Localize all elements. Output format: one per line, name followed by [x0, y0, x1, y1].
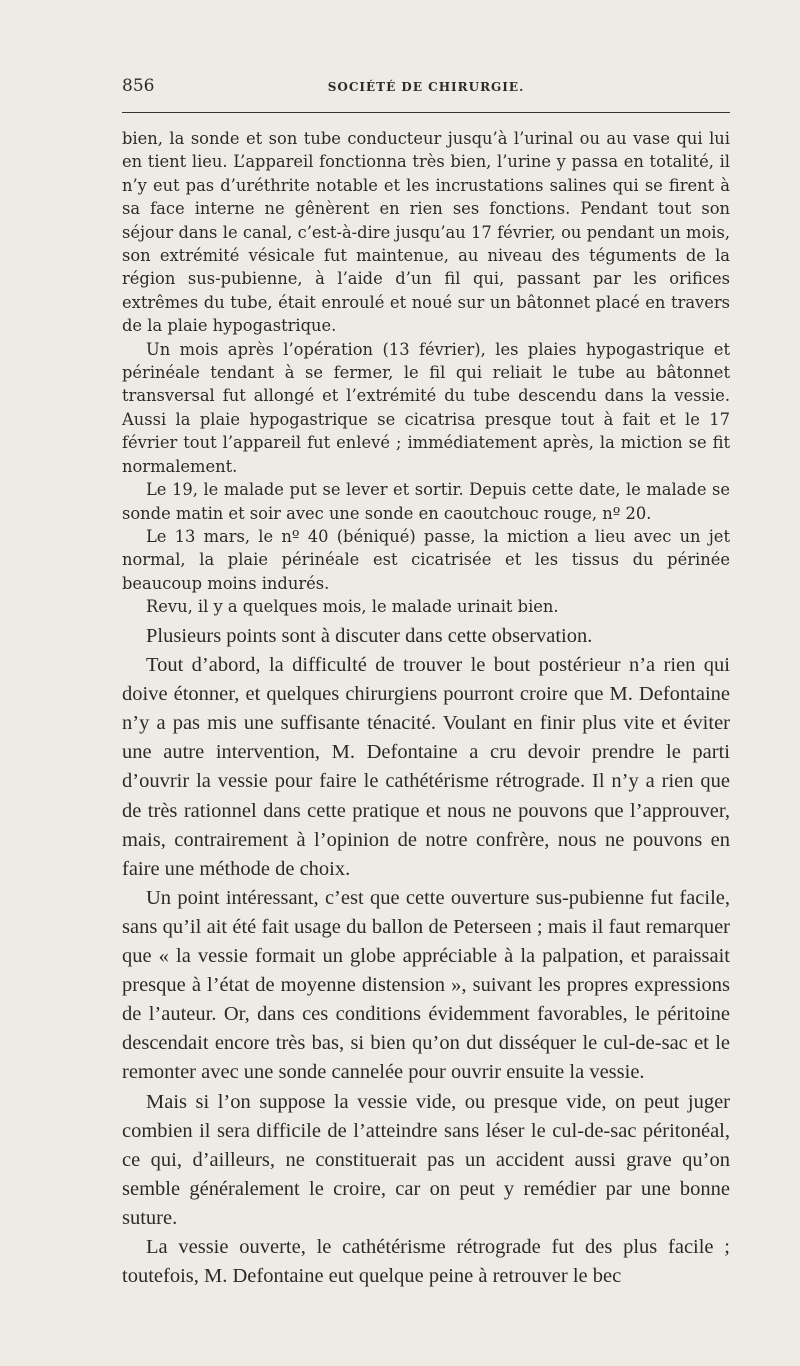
- page-number: 856: [122, 76, 155, 96]
- discussion-paragraph: Un point intéressant, c’est que cette ouverture sus-pubienne fut facile, sans qu’il ait été fait usage du ballon de Peterseen ; mais il faut remarquer que « la vessie formait un globe appréciable à la palpation, et paraissait presque à l’état de moyenne distension », suivant les propres expressions de l’auteur. Or, dans ces conditions évidemment favorables, le péritoine descendait encore très bas, si bien qu’on dut disséquer le cul-de-sac et le remonter avec une sonde cannelée pour ouvrir ensuite la vessie.: [122, 886, 730, 1084]
- discussion-paragraph: Mais si l’on suppose la vessie vide, ou presque vide, on peut juger combien il sera difficile de l’atteindre sans léser le cul-de-sac péritonéal, ce qui, d’ailleurs, ne constituerait pas un accident aussi grave qu’on semble généralement le croire, car on peut y remédier par une bonne suture.: [122, 1090, 730, 1229]
- page-header: [122, 76, 730, 100]
- discussion-paragraph: La vessie ouverte, le cathétérisme rétrograde fut des plus facile ; toutefois, M. Defontaine eut quelque peine à retrouver le bec: [122, 1235, 730, 1288]
- observation-paragraph: Un mois après l’opération (13 février), les plaies hypogastrique et périnéale tendant à se fermer, le fil qui reliait le tube au bâtonnet transversal fut allongé et l’extrémité du tube descendu dans la vessie. Aussi la plaie hypogastrique se cicatrisa presque tout à fait et le 17 février tout l’appareil fut enlevé ; immédiatement après, la miction se fit normalement.: [122, 339, 730, 476]
- observation-text: [122, 127, 730, 619]
- observation-paragraph: Revu, il y a quelques mois, le malade urinait bien.: [146, 597, 559, 617]
- discussion-paragraph: Tout d’abord, la difficulté de trouver le bout postérieur n’a rien qui doive étonner, et quelques chirurgiens pourront croire que M. Defontaine n’y a pas mis une suffisante ténacité. Voulant en finir plus vite et éviter une autre intervention, M. Defontaine a cru devoir prendre le parti d’ouvrir la vessie pour faire le cathétérisme rétrograde. Il n’y a rien que de très rationnel dans cette pratique et nous ne pouvons que l’approuver, mais, contrairement à l’opinion de notre confrère, nous ne pouvons en faire une méthode de choix.: [122, 654, 730, 880]
- observation-paragraph: bien, la sonde et son tube conducteur jusqu’à l’urinal ou au vase qui lui en tient lieu. L’appareil fonctionna très bien, l’urine y passa en totalité, il n’y eut pas d’uréthrite notable et les incrustations salines qui se firent à sa face interne ne gênèrent en rien ses fonctions. Pendant tout son séjour dans le canal, c’est-à-dire jusqu’au 17 février, ou pendant un mois, son extrémité vésicale fut maintenue, au niveau des téguments de la région sus-pubienne, à l’aide d’un fil qui, passant par les orifices extrêmes du tube, était enroulé et noué sur un bâtonnet placé en travers de la plaie hypogastrique.: [122, 129, 730, 336]
- observation-paragraph: Le 13 mars, le nº 40 (béniqué) passe, la miction a lieu avec un jet normal, la plaie périnéale est cicatrisée et les tissus du périnée beaucoup moins indurés.: [122, 526, 730, 593]
- header-rule: [122, 112, 730, 113]
- observation-paragraph: Le 19, le malade put se lever et sortir. Depuis cette date, le malade se sonde matin et soir avec une sonde en caoutchouc rouge, nº 20.: [122, 480, 730, 523]
- discussion-paragraph: Plusieurs points sont à discuter dans cette observation.: [146, 625, 593, 647]
- discussion-text: [122, 622, 730, 1291]
- running-title: SOCIÉTÉ DE CHIRURGIE.: [327, 80, 525, 94]
